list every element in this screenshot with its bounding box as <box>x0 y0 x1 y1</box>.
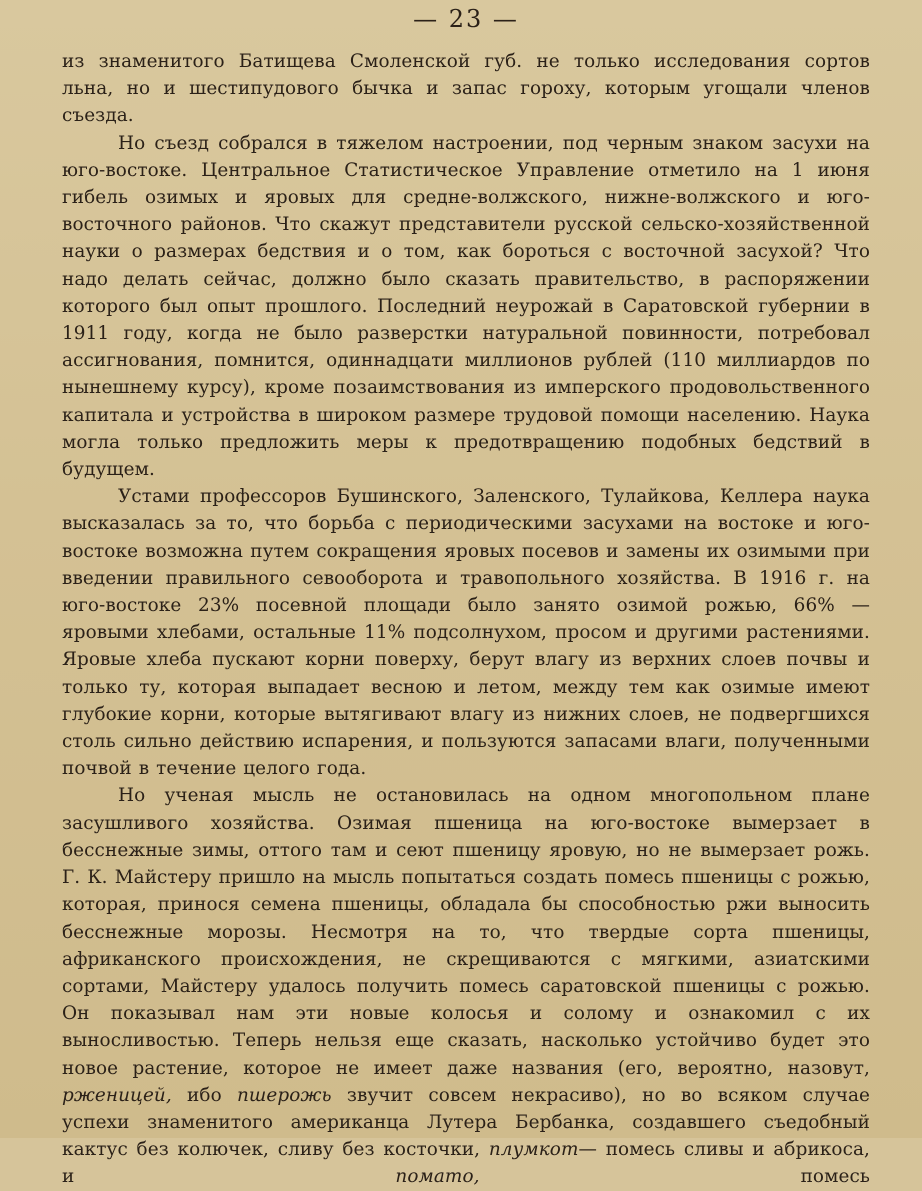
paragraph-2: Но съезд собрался в тяжелом настроении, под черным знаком засухи на юго-востоке. Центральное Статистическое Управление отметило на 1 июня гибель озимых и яровых для средне-волжского, нижне-волжского и юго-восточного районов. Что скажут представители русской сельско-хозяйственной науки о размерах бедствия и о том, как бороться с восточной засухой? Что надо делать сейчас, должно было сказать правительство, в распоряжении которого был опыт прошлого. Последний неурожай в Саратовской губернии в 1911 году, когда не было разверстки натуральной повинности, потребовал ассигнования, помнится, одиннадцати миллионов рублей (110 миллиардов по нынешнему курсу), кроме позаимствования из имперского продовольственного капитала и устройства в широком размере трудовой помощи населению. Наука могла только предложить меры к предотвращению подобных бедствий в будущем. <box>62 132 870 481</box>
paragraph-4-text-1: Но ученая мысль не остановилась на одном многопольном плане засушливого хозяйства. Озимая пшеница на юго-востоке вымерзает в бесснежные зимы, оттого там и сеют пшеницу яровую, но не вымерзает рожь. Г. К. Майстеру пришло на мысль попытаться создать помесь пшеницы с рожью, которая, принося семена пшеницы, обладала бы способностью ржи выносить бесснежные морозы. Несмотря на то, что твердые сорта пшеницы, африканского происхождения, не скрещиваются с мягкими, азиатскими сортами, Майстеру удалось получить помесь саратовской пшеницы с рожью. Он показывал нам эти новые колосья и солому и ознакомил с их выносливостью. Теперь нельзя еще сказать, насколько устойчиво будет это новое растение, которое не имеет даже названия (его, вероятно, назовут, <box>62 785 870 1079</box>
paragraph-4-text-5: помесь <box>800 1166 871 1188</box>
paragraph-3: Устами профессоров Бушинского, Заленского, Тулайкова, Келлера наука высказалась за то, что борьба с периодическими засухами на востоке и юго-востоке возможна путем сокращения яровых посевов и замены их озимыми при введении правильного севооборота и травопольного хозяйства. В 1916 г. на юго-востоке 23% посевной площади было занято озимой рожью, 66% — яровыми хлебами, остальные 11% подсолнухом, просом и другими растениями. Яровые хлеба пускают корни поверху, берут влагу из верхних слоев почвы и только ту, которая выпадает весною и летом, между тем как озимые имеют глубокие корни, которые вытягивают влагу из нижних слоев, не подвергшихся столь сильно действию испарения, и пользуются запасами влаги, полученными почвой в течение целого года. <box>62 486 870 780</box>
italic-term-pomato: помато, <box>395 1166 480 1188</box>
paragraph-4-text-3: звучит совсем некрасиво), но во всяком случае успехи знаменитого американца Лутера Бербанка, создавшего съедобный кактус без колючек, сливу без косточки, <box>62 1084 871 1161</box>
body-text <box>62 48 870 1191</box>
page-number: — 23 — <box>413 5 519 33</box>
italic-term-rzhenitsa: рженицей, <box>62 1084 172 1106</box>
paragraph-1: из знаменитого Батищева Смоленской губ. не только исследования сортов льна, но и шестипудового бычка и запас гороху, которым угощали членов съезда. <box>62 51 870 127</box>
paragraph-4-text-2: ибо <box>187 1084 222 1106</box>
paragraph-4 <box>62 782 870 1190</box>
italic-term-plumkot: плумкот <box>488 1139 579 1161</box>
italic-term-psherozh: пшерожь <box>236 1084 332 1106</box>
paragraph-4-text-4: — помесь сливы и абрикоса, и <box>62 1139 870 1188</box>
